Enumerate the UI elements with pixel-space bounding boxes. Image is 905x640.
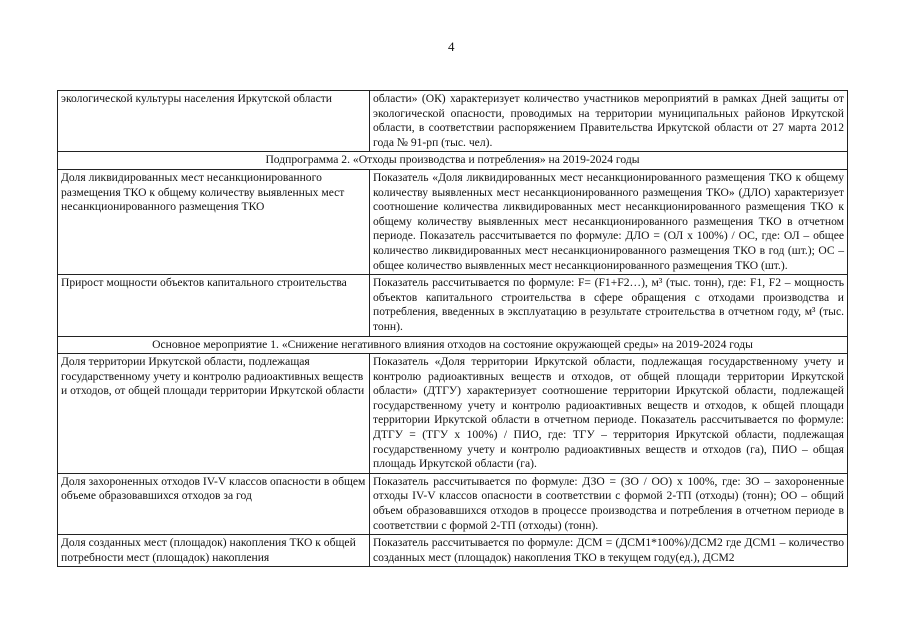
indicator-description: Показатель «Доля территории Иркутской области, подлежащая государственному учету и контролю радиоактивных веществ и отходов, от общей площади территории Иркутской области» (ДТГУ) характеризует соотношение территории Иркутской области, подлежащей государственному учету и контролю радиоактивных веществ и отходов, к общей площади территории Иркутской области в отчетном периоде. Показатель рассчитывается по формуле: ДТГУ = (ТГУ х 100%) / ПИО, где: ТГУ – территория Иркутской области, подлежащая государственному учету и контролю радиоактивных веществ и отходов (га), ПИО – общая площадь Иркутской области (га). <box>370 354 848 474</box>
table-row <box>58 354 848 474</box>
indicator-name: Прирост мощности объектов капитального строительства <box>58 275 370 336</box>
table-row <box>58 169 848 274</box>
page-number: 4 <box>448 39 455 54</box>
section-row <box>58 336 848 354</box>
indicator-description: Показатель рассчитывается по формуле: F= (F1+F2…), м³ (тыс. тонн), где: F1, F2 – мощность объектов капитального строительства в сфере обращения с отходами производства и потребления, введенных в эксплуатацию в результате строительства в отчетном году, м³ (тыс. тонн). <box>370 275 848 336</box>
indicator-description: Показатель рассчитывается по формуле: ДСМ = (ДСМ1*100%)/ДСМ2 где ДСМ1 – количество созданных мест (площадок) накопления ТКО в текущем году(ед.), ДСМ2 <box>370 535 848 567</box>
section-title: Основное мероприятие 1. «Снижение негативного влияния отходов на состояние окружающей среды» на 2019-2024 годы <box>58 336 848 354</box>
section-title: Подпрограмма 2. «Отходы производства и потребления» на 2019-2024 годы <box>58 152 848 170</box>
section-row <box>58 152 848 170</box>
table-row <box>58 535 848 567</box>
table-row <box>58 275 848 336</box>
indicator-name: экологической культуры населения Иркутской области <box>58 91 370 152</box>
table-row <box>58 473 848 534</box>
indicator-description: Показатель рассчитывается по формуле: ДЗО = (ЗО / ОО) х 100%, где: ЗО – захороненные отходы IV-V классов опасности в соответствии с формой 2-ТП (отходы) (тонн); ОО – общий объем образовавшихся отходов в процессе производства и потребления в отчетном периоде в соответствии с формой 2-ТП (отходы) (тонн). <box>370 473 848 534</box>
indicators-table <box>57 90 848 567</box>
indicator-name: Доля территории Иркутской области, подлежащая государственному учету и контролю радиоактивных веществ и отходов, от общей площади территории Иркутской области <box>58 354 370 474</box>
indicator-name: Доля созданных мест (площадок) накопления ТКО к общей потребности мест (площадок) накопления <box>58 535 370 567</box>
indicator-name: Доля ликвидированных мест несанкционированного размещения ТКО к общему количеству выявленных мест несанкционированного размещения ТКО <box>58 169 370 274</box>
indicator-description: области» (ОК) характеризует количество участников мероприятий в рамках Дней защиты от экологической опасности, проводимых на территории муниципальных районов Иркутской области, в соответствии распоряжением Правительства Иркутской области от 27 марта 2012 года № 91-рп (тыс. чел). <box>370 91 848 152</box>
indicator-description: Показатель «Доля ликвидированных мест несанкционированного размещения ТКО к общему количеству выявленных мест несанкционированного размещения ТКО» (ДЛО) характеризует соотношение количества ликвидированных мест несанкционированного размещения ТКО к общему количеству выявленных мест несанкционированного размещения ТКО в отчетном периоде. Показатель рассчитывается по формуле: ДЛО = (ОЛ х 100%) / ОС, где: ОЛ – общее количество ликвидированных мест несанкционированного размещения ТКО в год (шт.); ОС – общее количество выявленных мест несанкционированного размещения ТКО (шт.). <box>370 169 848 274</box>
table-row <box>58 91 848 152</box>
indicator-name: Доля захороненных отходов IV-V классов опасности в общем объеме образовавшихся отходов за год <box>58 473 370 534</box>
